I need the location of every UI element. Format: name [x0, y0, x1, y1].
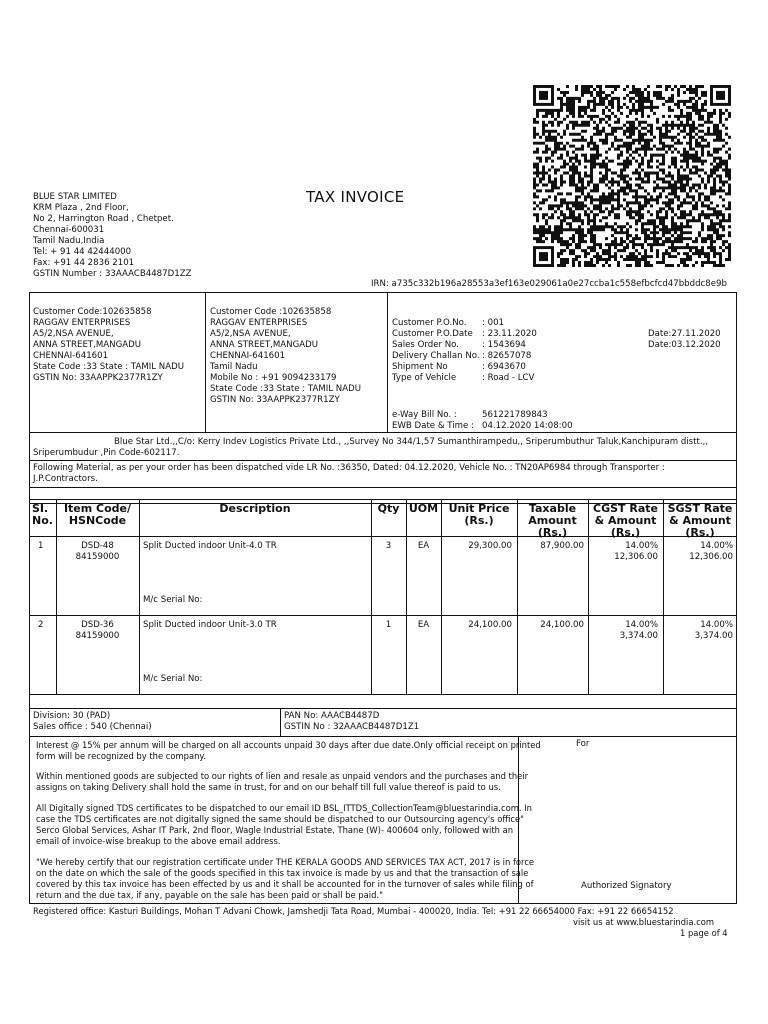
irn-number: IRN: a735c332b196a28553a3ef163e029061a0e27ccba1c558efbcfcd47bbddc8e9b: [371, 279, 727, 289]
header-sgst: SGST Rate & Amount (Rs.): [667, 502, 733, 539]
division: Division: 30 (PAD): [33, 711, 111, 721]
order-value: : 23.11.2020: [482, 329, 537, 339]
row2-uom: EA: [417, 620, 430, 630]
ship-to-line: Customer Code :102635858: [210, 307, 332, 317]
ship-to-line: GSTIN No: 33AAPPK2377R1ZY: [210, 395, 340, 405]
order-labels: [392, 318, 480, 384]
sales-office: Sales office : 540 (Chennai): [33, 722, 152, 732]
ship-to-line: Tamil Nadu: [210, 362, 258, 372]
row1-sgst: 14.00% 12,306.00: [689, 541, 733, 562]
row1-uom: EA: [417, 541, 430, 551]
order-value: : 1543694: [482, 340, 526, 350]
company-address-1: KRM Plaza , 2nd Floor,: [33, 203, 129, 213]
registered-office: Registered office: Kasturi Buildings, Mohan T Advani Chowk, Jamshedji Tata Road, Mumbai - 400020, India. Tel: +91 22 66654000 Fax: +91 22 66654152: [33, 906, 674, 916]
bill-to-line: ANNA STREET,MANGADU: [33, 340, 142, 350]
header-description: Description: [219, 502, 291, 515]
so-date: Date:03.12.2020: [648, 340, 721, 350]
terms-paragraph-2: Within mentioned goods are subjected to our rights of lien and resale as unpaid vendors and the purchases and their assigns on taking Delivery shall hold the same in trust, for and on our behalf till full value thereof is paid to us.: [36, 771, 529, 792]
company-gstin: GSTIN Number : 33AAACB4487D1ZZ: [33, 269, 192, 279]
header-qty: Qty: [377, 502, 400, 515]
order-value: : Road - LCV: [482, 373, 535, 383]
company-tel: Tel: + 91 44 42444000: [33, 247, 132, 257]
eway-bill-label: e-Way Bill No. :: [392, 410, 457, 420]
terms-paragraph-1: Interest @ 15% per annum will be charged on all accounts unpaid 30 days after due date.Only official receipt on printed form will be recognized by the company.: [36, 740, 541, 761]
for-label: For: [576, 739, 590, 749]
bill-to-line: CHENNAI-641601: [33, 351, 109, 361]
company-address-2: No 2, Harrington Road , Chetpet.: [33, 214, 174, 224]
row1-description: Split Ducted indoor Unit-4.0 TR: [143, 541, 277, 551]
order-label: Delivery Challan No.: [392, 351, 480, 361]
bill-to-line: Customer Code:102635858: [33, 307, 152, 317]
header-sl: SI. No.: [32, 502, 53, 527]
row2-item-code: DSD-36 84159000: [75, 620, 120, 641]
bill-to-line: A5/2,NSA AVENUE,: [33, 329, 114, 339]
order-value: : 82657078: [482, 351, 532, 361]
bill-to-line: State Code :33 State : TAMIL NADU: [33, 362, 185, 372]
ship-to-line: A5/2,NSA AVENUE,: [210, 329, 291, 339]
ship-to-line: CHENNAI-641601: [210, 351, 286, 361]
order-value: : 001: [482, 318, 505, 328]
row1-qty: 3: [385, 541, 392, 551]
order-label: Sales Order No.: [392, 340, 460, 350]
page-title: TAX INVOICE: [306, 188, 405, 206]
company-name: BLUE STAR LIMITED: [33, 192, 117, 202]
ewb-date-value: 04.12.2020 14:08:00: [482, 421, 573, 431]
bill-to-line: GSTIN No: 33AAPPK2377R1ZY: [33, 373, 163, 383]
ewb-date-label: EWB Date & Time :: [392, 421, 474, 431]
gstin-number: GSTIN No : 32AAACB4487D1Z1: [284, 722, 420, 732]
ship-to-line: RAGGAV ENTERPRISES: [210, 318, 308, 328]
dispatch-note: Following Material, as per your order has been dispatched vide LR No. :36350, Dated: 04.12.2020, Vehicle No. : TN20AP6984 through Transporter :: [33, 463, 665, 473]
row2-sl: 2: [38, 620, 44, 630]
terms-paragraph-3: All Digitally signed TDS certificates to be dispatched to our email ID BSL_ITTDS_CollectionTeam@bluestarindia.com. In case the TDS certificates are not digitally signed the same should be dispatched to our Outsourcing agency's office" Serco Global Services, Ashar IT Park, 2nd floor, Wagle Industrial Estate, Thane (W)- 400604 only, followed with an email of invoice-wise breakup to the above email address.: [36, 803, 532, 846]
row2-description: Split Ducted indoor Unit-3.0 TR: [143, 620, 277, 630]
row2-serial: M/c Serial No:: [143, 674, 203, 684]
ship-to-block: [210, 307, 361, 406]
pan-number: PAN No: AAACB4487D: [284, 711, 380, 721]
website: visit us at www.bluestarindia.com: [573, 917, 715, 927]
eway-bill-value: 561221789843: [482, 410, 548, 420]
row2-sgst: 14.00% 3,374.00: [694, 620, 733, 641]
row1-cgst: 14.00% 12,306.00: [614, 541, 658, 562]
po-date: Date:27.11.2020: [648, 329, 721, 339]
order-value: : 6943670: [482, 362, 526, 372]
row1-item-code: DSD-48 84159000: [75, 541, 120, 562]
dispatch-note-2: J.P.Contractors.: [33, 474, 98, 484]
row2-cgst: 14.00% 3,374.00: [619, 620, 658, 641]
order-label: Customer P.O.No.: [392, 318, 467, 328]
ship-to-line: Mobile No : +91 9094233179: [210, 373, 337, 383]
order-label: Type of Vehicle: [392, 373, 457, 383]
header-uom: UOM: [408, 502, 439, 515]
ship-to-line: State Code :33 State : TAMIL NADU: [210, 384, 362, 394]
bill-to-block: [33, 307, 184, 384]
row1-serial: M/c Serial No:: [143, 595, 203, 605]
ship-to-line: ANNA STREET,MANGADU: [210, 340, 319, 350]
page-number: 1 page of 4: [680, 928, 728, 938]
transport-address-2: Sriperumbudur ,Pin Code-602117.: [33, 448, 180, 458]
qr-code-icon: [533, 85, 731, 267]
terms-paragraph-4: "We hereby certify that our registration certificate under THE KERALA GOODS AND SERVICES TAX ACT, 2017 is in force on the date on which the sale of the goods specified in this tax invoice is made by us and that the transaction of sale covered by this tax invoice has been effected by us and it shall be accounted for in the turnover of sales while filing of return and the due tax, if any, payable on the sale has been paid or shall be paid.": [36, 857, 535, 900]
header-item-code: Item Code/ HSNCode: [63, 502, 132, 527]
row1-sl: 1: [38, 541, 44, 551]
row1-taxable: 87,900.00: [540, 541, 584, 551]
order-values: [482, 318, 537, 384]
order-label: Shipment No: [392, 362, 448, 372]
authorized-signatory: Authorized Signatory: [581, 881, 672, 891]
transport-address: Blue Star Ltd.,,C/o: Kerry Indev Logistics Private Ltd., ,,Survey No 344/1,57 Sumanthirampedu,, Sriperumbuthur Taluk,Kanchipuram distt.,,: [114, 437, 709, 447]
bill-to-line: RAGGAV ENTERPRISES: [33, 318, 131, 328]
row2-taxable: 24,100.00: [540, 620, 584, 630]
company-fax: Fax: +91 44 2836 2101: [33, 258, 135, 268]
company-address-4: Tamil Nadu,India: [33, 236, 105, 246]
row2-qty: 1: [385, 620, 392, 630]
row1-unit-price: 29,300.00: [468, 541, 512, 551]
company-address-3: Chennai-600031: [33, 225, 105, 235]
header-unit-price: Unit Price (Rs.): [448, 502, 510, 527]
header-taxable: Taxable Amount (Rs.): [528, 502, 577, 539]
row2-unit-price: 24,100.00: [468, 620, 512, 630]
order-label: Customer P.O.Date: [392, 329, 473, 339]
header-cgst: CGST Rate & Amount (Rs.): [593, 502, 658, 539]
